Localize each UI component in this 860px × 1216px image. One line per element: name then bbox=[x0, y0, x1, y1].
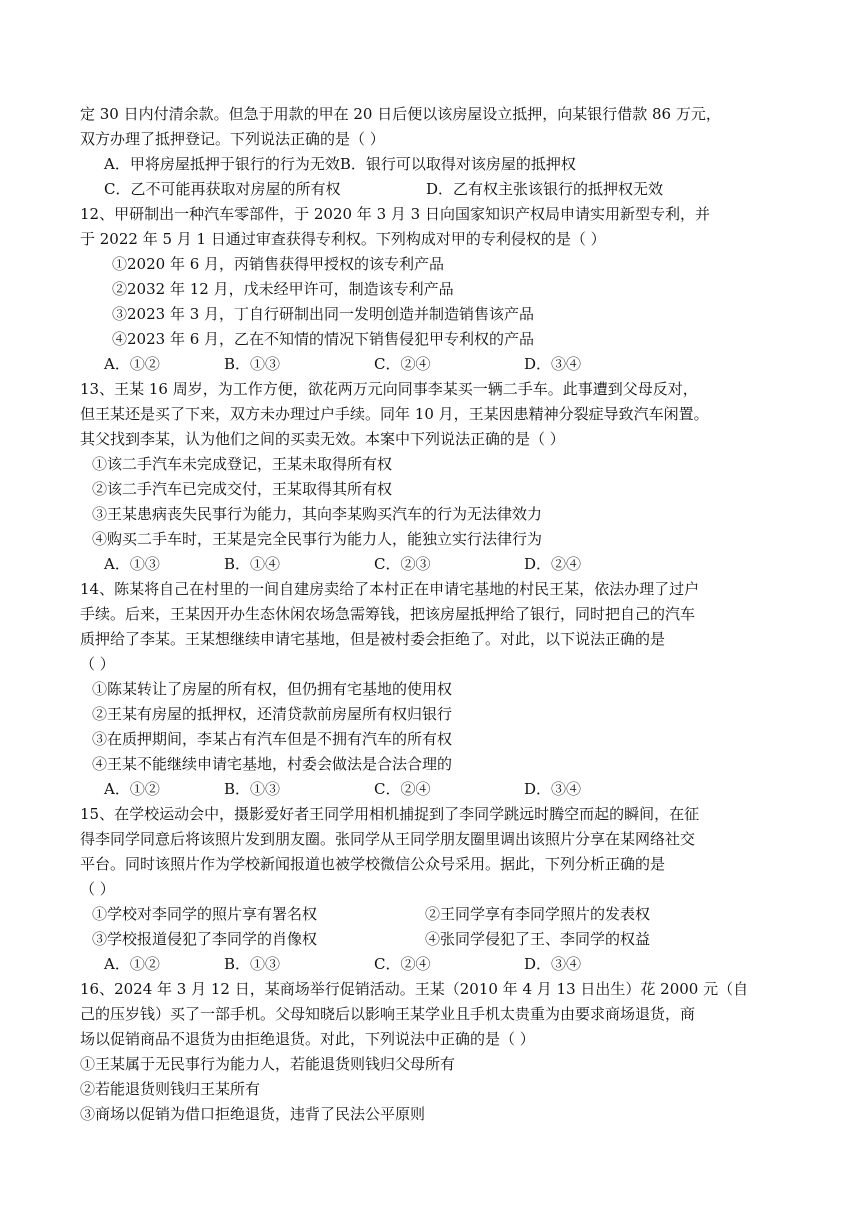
q14-item-4: ④王某不能继续申请宅基地，村委会做法是合法合理的 bbox=[92, 755, 453, 773]
q16-stem-line-3: 场以促销商品不退货为由拒绝退货。对此，下列说法中正确的是（ ） bbox=[80, 1030, 535, 1048]
q11-options-row-2 bbox=[104, 178, 663, 200]
q12-item-3: ③2023 年 3 月，丁自行研制出同一发明创造并制造销售该产品 bbox=[112, 305, 535, 323]
q16-item-1: ①王某属于无民事行为能力人，若能退货则钱归父母所有 bbox=[80, 1055, 456, 1073]
q16-item-2: ②若能退货则钱归王某所有 bbox=[80, 1080, 261, 1098]
q12-stem-line-2: 于 2022 年 5 月 1 日通过审查获得专利权。下列构成对甲的专利侵权的是（ ） bbox=[80, 230, 606, 248]
q14-item-1: ①陈某转让了房屋的所有权，但仍拥有宅基地的使用权 bbox=[92, 680, 453, 698]
q11-option-c: C．乙不可能再获取对房屋的所有权 bbox=[104, 180, 341, 198]
q15-item-3: ③学校报道侵犯了李同学的肖像权 bbox=[92, 930, 318, 948]
q12-option-a: A．①② bbox=[104, 355, 160, 373]
q11-stem-line-1: 定 30 日内付清余款。但急于用款的甲在 20 日后便以该房屋设立抵押，向某银行借款 86 万元， bbox=[80, 105, 721, 123]
q13-option-a: A．①③ bbox=[104, 555, 160, 573]
q14-item-2: ②王某有房屋的抵押权，还清贷款前房屋所有权归银行 bbox=[92, 705, 453, 723]
q15-stem-line-4: （ ） bbox=[80, 880, 115, 898]
q13-stem-line-1: 13、王某 16 周岁，为工作方便，欲花两万元向同事李某买一辆二手车。此事遭到父母反对， bbox=[80, 380, 698, 398]
q15-item-4: ④张同学侵犯了王、李同学的权益 bbox=[425, 930, 651, 948]
q12-item-4: ④2023 年 6 月，乙在不知情的情况下销售侵犯甲专利权的产品 bbox=[112, 330, 535, 348]
q14-stem-line-1: 14、陈某将自己在村里的一间自建房卖给了本村正在申请宅基地的村民王某，依法办理了过户 bbox=[80, 580, 700, 598]
q13-options bbox=[104, 553, 581, 575]
q12-item-1: ①2020 年 6 月，丙销售获得甲授权的该专利产品 bbox=[112, 255, 445, 273]
q15-item-2: ②王同学享有李同学照片的发表权 bbox=[425, 905, 651, 923]
q14-option-b: B．①③ bbox=[224, 780, 281, 798]
q15-option-a: A．①② bbox=[104, 955, 160, 973]
q13-item-4: ④购买二手车时，王某是完全民事行为能力人，能独立实行法律行为 bbox=[92, 530, 543, 548]
q12-option-d: D．③④ bbox=[524, 355, 582, 373]
q14-options bbox=[104, 778, 581, 800]
q15-stem-line-3: 平台。同时该照片作为学校新闻报道也被学校微信公众号采用。据此，下列分析正确的是 bbox=[80, 855, 666, 873]
q13-option-b: B．①④ bbox=[224, 555, 281, 573]
q16-stem-line-2: 己的压岁钱）买了一部手机。父母知晓后以影响王某学业且手机太贵重为由要求商场退货，商 bbox=[80, 1005, 696, 1023]
q11-options-row-1 bbox=[104, 153, 576, 175]
q14-option-a: A．①② bbox=[104, 780, 160, 798]
q15-option-b: B．①③ bbox=[224, 955, 281, 973]
q13-item-3: ③王某患病丧失民事行为能力，其向李某购买汽车的行为无法律效力 bbox=[92, 505, 543, 523]
q12-stem-line-1: 12、甲研制出一种汽车零部件，于 2020 年 3 月 3 日向国家知识产权局申请实用新型专利，并 bbox=[80, 205, 710, 223]
q11-option-a: A．甲将房屋抵押于银行的行为无效 bbox=[104, 155, 340, 173]
q14-item-3: ③在质押期间，李某占有汽车但是不拥有汽车的所有权 bbox=[92, 730, 453, 748]
q13-stem-line-3: 其父找到李某，认为他们之间的买卖无效。本案中下列说法正确的是（ ） bbox=[80, 430, 565, 448]
q12-option-c: C．②④ bbox=[374, 355, 431, 373]
q12-option-b: B．①③ bbox=[224, 355, 281, 373]
q15-option-c: C．②④ bbox=[374, 955, 431, 973]
q11-option-b: B．银行可以取得对该房屋的抵押权 bbox=[339, 155, 576, 173]
q12-item-2: ②2032 年 12 月，戊未经甲许可，制造该专利产品 bbox=[112, 280, 454, 298]
q15-stem-line-2: 得李同学同意后将该照片发到朋友圈。张同学从王同学朋友圈里调出该照片分享在某网络社交 bbox=[80, 830, 696, 848]
q14-stem-line-2: 手续。后来，王某因开办生态休闲农场急需筹钱，把该房屋抵押给了银行，同时把自己的汽车 bbox=[80, 605, 696, 623]
q11-option-d: D．乙有权主张该银行的抵押权无效 bbox=[426, 180, 664, 198]
q11-stem-line-2: 双方办理了抵押登记。下列说法正确的是（ ） bbox=[80, 130, 385, 148]
q15-items-row-2 bbox=[92, 928, 650, 950]
q14-stem-line-4: （ ） bbox=[80, 655, 115, 673]
q16-stem-line-1: 16、2024 年 3 月 12 日，某商场举行促销活动。王某（2010 年 4 月 13 日出生）花 2000 元（自 bbox=[80, 980, 749, 998]
q13-stem-line-2: 但王某还是买了下来，双方未办理过户手续。同年 10 月，王某因患精神分裂症导致汽车闲置。 bbox=[80, 405, 709, 423]
q15-options bbox=[104, 953, 581, 975]
q13-item-2: ②该二手汽车已完成交付，王某取得其所有权 bbox=[92, 480, 393, 498]
q12-options bbox=[104, 353, 581, 375]
q15-stem-line-1: 15、在学校运动会中，摄影爱好者王同学用相机捕捉到了李同学跳远时腾空而起的瞬间，在征 bbox=[80, 805, 700, 823]
q15-option-d: D．③④ bbox=[524, 955, 582, 973]
q13-option-c: C．②③ bbox=[374, 555, 431, 573]
q14-stem-line-3: 质押给了李某。王某想继续申请宅基地，但是被村委会拒绝了。对此，以下说法正确的是 bbox=[80, 630, 666, 648]
q14-option-d: D．③④ bbox=[524, 780, 582, 798]
q15-item-1: ①学校对李同学的照片享有署名权 bbox=[92, 905, 318, 923]
q13-option-d: D．②④ bbox=[524, 555, 582, 573]
q15-items-row-1 bbox=[92, 903, 650, 925]
q13-item-1: ①该二手汽车未完成登记，王某未取得所有权 bbox=[92, 455, 393, 473]
q14-option-c: C．②④ bbox=[374, 780, 431, 798]
q16-item-3: ③商场以促销为借口拒绝退货，违背了民法公平原则 bbox=[80, 1105, 426, 1123]
